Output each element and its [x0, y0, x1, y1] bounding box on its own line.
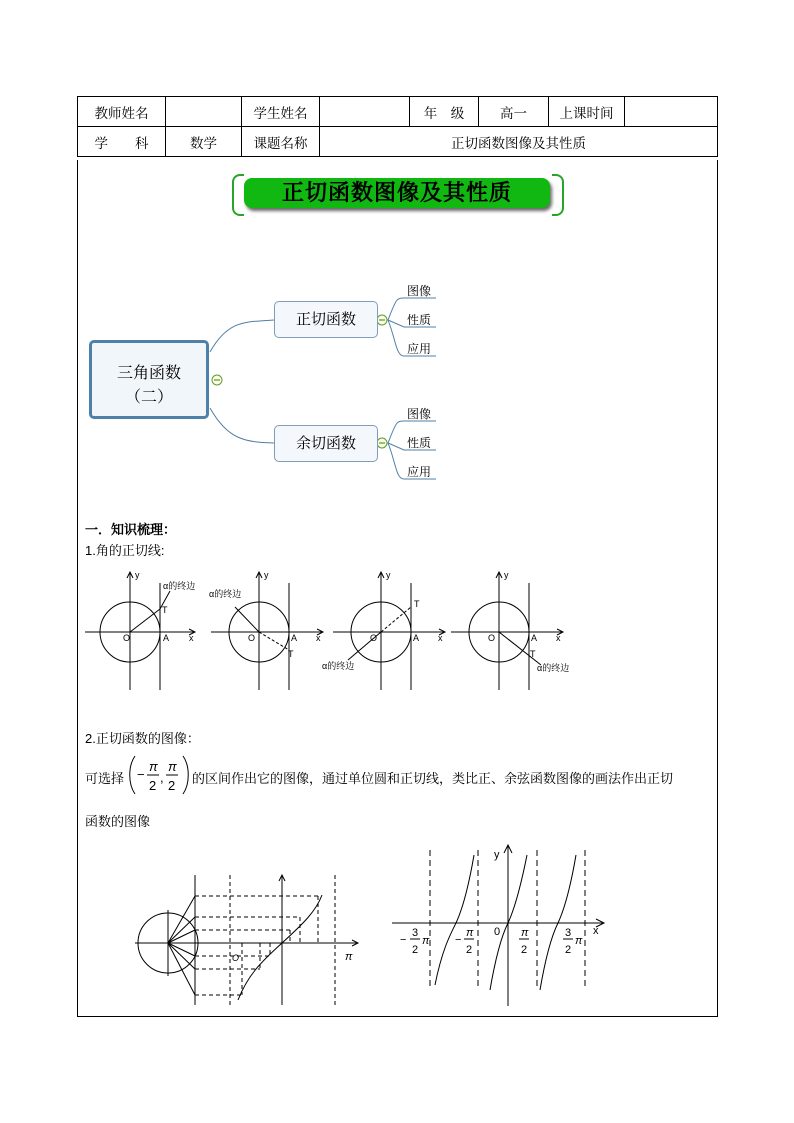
time-label: 上课时间 — [549, 97, 625, 127]
pos32-den: 2 — [565, 944, 572, 956]
para-suffix: 的区间作出它的图像，通过单位圆和正切线，类比正、余弦函数图像的画法作出正切 — [192, 771, 674, 786]
grade-value: 高一 — [479, 97, 549, 127]
d4-o-label: O — [488, 633, 496, 643]
connector-root-cot — [210, 408, 274, 443]
root-label: 三角函数 — [116, 365, 181, 382]
interval-comma: , — [160, 770, 164, 785]
neg32-num: 3 — [412, 927, 419, 939]
d1-terminal-label: α的终边 — [163, 581, 196, 591]
negpi2-minus: − — [455, 934, 462, 946]
item2-heading: 2.正切函数的图像： — [85, 731, 200, 746]
left-o-label: O — [232, 953, 240, 963]
subject-label: 学 科 — [78, 127, 166, 157]
item1-heading: 1.角的正切线: — [85, 543, 165, 558]
diagram-3 — [333, 572, 445, 690]
root-sublabel: （二） — [124, 389, 173, 406]
tan-function-graph — [390, 840, 615, 1010]
teacher-label: 教师姓名 — [78, 97, 166, 127]
interval-pi-2: π — [168, 759, 177, 774]
pi2-num: π — [521, 927, 529, 939]
d3-t-label: T — [414, 599, 420, 609]
d1-x-label: x — [189, 633, 194, 643]
mindmap-root — [89, 340, 209, 419]
neg32-minus: − — [400, 934, 407, 946]
pi2-den: 2 — [521, 944, 528, 956]
student-label: 学生姓名 — [242, 97, 320, 127]
d1-a-label: A — [163, 633, 170, 643]
neg32-pi: π — [422, 935, 430, 947]
connector-root-tan — [210, 320, 274, 352]
pos32-num: 3 — [565, 927, 572, 939]
right-x-label: x — [593, 925, 599, 937]
interval-formula — [127, 752, 191, 798]
pos32-pi: π — [575, 935, 583, 947]
d4-y-label: y — [504, 570, 509, 580]
subject-value: 数学 — [166, 127, 242, 157]
branch-cot: 余切函数 — [274, 425, 378, 462]
interval-pi-1: π — [149, 759, 158, 774]
neg32-den: 2 — [412, 944, 419, 956]
branch-tan: 正切函数 — [274, 301, 378, 338]
d4-terminal-label: α的终边 — [537, 663, 570, 673]
d2-x-label: x — [316, 633, 321, 643]
leaf-cot-graph: 图像 — [407, 407, 432, 421]
interval-two-1: 2 — [149, 778, 157, 793]
negpi2-den: 2 — [466, 944, 473, 956]
para-line2: 函数的图像 — [85, 814, 151, 829]
d2-y-label: y — [264, 570, 269, 580]
para-prefix: 可选择 — [85, 771, 125, 786]
tan-construction-figure — [130, 855, 370, 1015]
interval-minus: − — [137, 767, 145, 782]
tan-branch-left — [435, 855, 474, 985]
course-label: 课题名称 — [242, 127, 320, 157]
right-y-label: y — [494, 849, 500, 861]
d3-y-label: y — [386, 570, 391, 580]
d1-t-label: T — [162, 605, 168, 615]
d2-t-label: T — [288, 649, 294, 659]
d4-t-label: T — [530, 649, 536, 659]
grade-label: 年 级 — [410, 97, 479, 127]
leaf-tan-graph: 图像 — [407, 284, 432, 298]
tangent-line-diagrams — [85, 565, 605, 695]
left-pi-label: π — [345, 951, 353, 963]
leaf-tan-apps: 应用 — [407, 342, 432, 356]
d3-terminal-label: α的终边 — [322, 661, 355, 671]
page-title: 正切函数图像及其性质 — [244, 178, 550, 208]
course-value: 正切函数图像及其性质 — [320, 127, 718, 157]
d1-o-label: O — [123, 633, 131, 643]
leaf-tan-props: 性质 — [407, 313, 432, 327]
d4-a-label: A — [531, 633, 538, 643]
d2-a-label: A — [291, 633, 298, 643]
right-origin-label: 0 — [494, 926, 501, 938]
d3-a-label: A — [413, 633, 420, 643]
negpi2-num: π — [466, 927, 474, 939]
d2-o-label: O — [248, 633, 256, 643]
section-heading: 一．知识梳理： — [85, 522, 177, 537]
d2-terminal-label: α的终边 — [209, 589, 242, 599]
leaf-cot-apps: 应用 — [407, 465, 432, 479]
d3-x-label: x — [438, 633, 443, 643]
leaf-cot-props: 性质 — [407, 436, 432, 450]
mindmap-connectors — [0, 0, 794, 520]
d4-x-label: x — [556, 633, 561, 643]
interval-two-2: 2 — [168, 778, 176, 793]
d1-y-label: y — [135, 570, 140, 580]
d3-o-label: O — [370, 633, 378, 643]
